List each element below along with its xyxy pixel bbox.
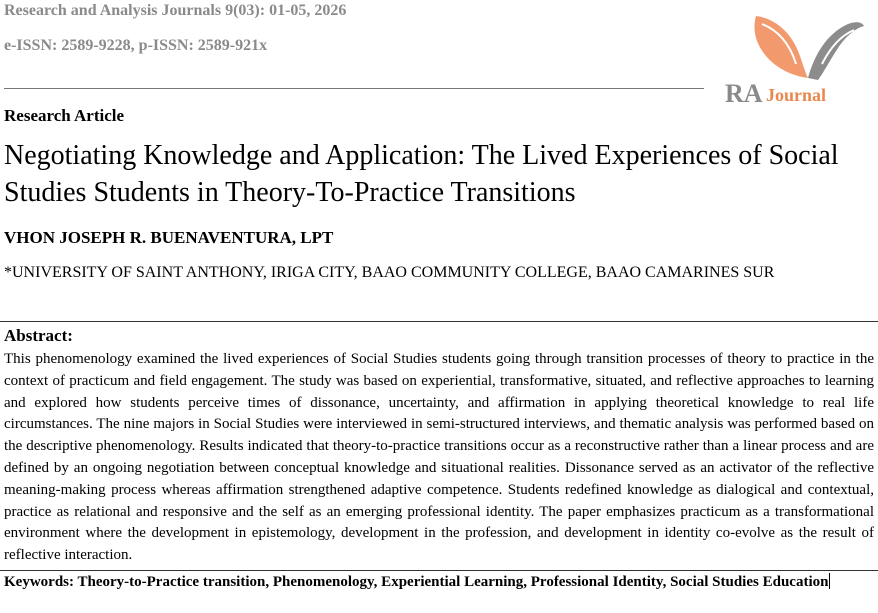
- article-type: Research Article: [4, 106, 125, 125]
- logo-journal-text: Journal: [766, 85, 827, 105]
- ra-journal-logo: [722, 4, 868, 106]
- header-divider: [4, 88, 704, 89]
- keywords-paragraph[interactable]: [4, 572, 874, 593]
- author-name: VHON JOSEPH R. BUENAVENTURA, LPT: [4, 228, 334, 247]
- keywords-label: Keywords:: [4, 574, 74, 590]
- abstract-heading: Abstract:: [4, 326, 73, 345]
- author-affiliation: *UNIVERSITY OF SAINT ANTHONY, IRIGA CITY, BAAO COMMUNITY COLLEGE, BAAO CAMARINES SUR: [4, 264, 775, 281]
- paper-title: Negotiating Knowledge and Application: The Lived Experiences of Social Studies Students in Theory-To-Practice Transitions: [4, 140, 839, 208]
- logo-ra-text: RA: [725, 79, 763, 106]
- issn-line: e-ISSN: 2589-9228, p-ISSN: 2589-921x: [4, 37, 268, 54]
- text-cursor: [829, 573, 830, 589]
- keywords-values: Theory-to-Practice transition, Phenomenology, Experiential Learning, Professional Identity, Social Studies Education: [77, 574, 829, 590]
- keywords-divider: [0, 570, 878, 571]
- abstract-top-divider: [0, 321, 878, 322]
- abstract-body[interactable]: This phenomenology examined the lived experiences of Social Studies students going through transition processes of theory to practice in the context of practicum and field engagement. The study was based on experiential, transformative, situated, and reflective approaches to learning and explored how students perceive times of dissonance, uncertainty, and affirmation in applying theoretical knowledge to real life circumstances. The nine majors in Social Studies were interviewed in semi-structured interviews, and thematic analysis was performed based on the descriptive phenomenology. Results indicated that theory-to-practice transitions occur as a reconstructive rather than a linear process and are defined by an ongoing negotiation between conceptual knowledge and situational realities. Dissonance served as an activator of the reflective meaning-making process whereas affirmation strengthened adaptive competence. Students redefined knowledge as dialogical and contextual, practice as relational and responsive and the self as an emerging professional identity. The paper emphasizes practicum as a transformational environment where the development in epistemology, development in the profession, and development in identity co-evolve as the result of reflective interaction.: [4, 351, 874, 564]
- logo-leaf-icon: [754, 16, 864, 80]
- journal-citation: Research and Analysis Journals 9(03): 01-05, 2026: [4, 2, 347, 19]
